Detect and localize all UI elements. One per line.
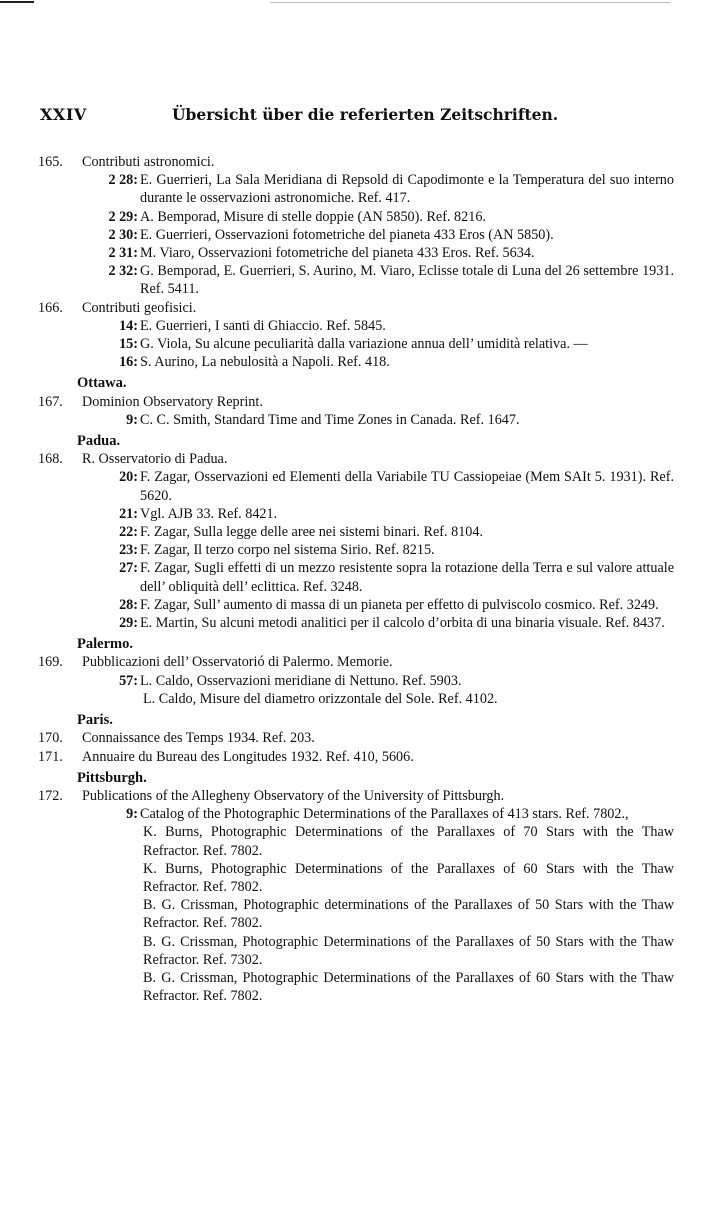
journal-number: 166. <box>38 299 63 316</box>
entry-text: A. Bemporad, Misure di stelle doppie (AN 5850). Ref. 8216. <box>140 208 486 225</box>
entry-number: 9: <box>126 411 138 428</box>
entry-row <box>38 969 674 1005</box>
journal-list <box>38 151 674 1005</box>
entry-row <box>38 226 674 244</box>
entry-number: 16: <box>119 354 138 371</box>
entry-row <box>38 614 674 632</box>
city-section <box>38 432 674 632</box>
top-rule-right <box>270 2 670 3</box>
page-header <box>40 105 680 129</box>
entry-text: L. Caldo, Misure del diametro orizzontale del Sole. Ref. 4102. <box>143 690 498 707</box>
city-heading: Palermo. <box>77 636 133 653</box>
top-rule-left <box>0 1 34 3</box>
entry-row <box>38 244 674 262</box>
city-section <box>38 374 674 429</box>
entry-number: 29: <box>119 615 138 632</box>
entry-row <box>38 690 674 708</box>
journal-title: Annuaire du Bureau des Longitudes 1932. Ref. 410, 5606. <box>82 748 414 765</box>
entry-row <box>38 823 674 859</box>
entry-text: F. Zagar, Il terzo corpo nel sistema Sirio. Ref. 8215. <box>140 542 435 559</box>
entry-text: E. Guerrieri, I santi di Ghiaccio. Ref. 5845. <box>140 317 386 334</box>
city-heading: Pittsburgh. <box>77 769 147 786</box>
journal-number: 165. <box>38 154 63 170</box>
entry-text: B. G. Crissman, Photographic Determinations of the Parallaxes of 60 Stars with the Thaw Refractor. Ref. 7802. <box>143 969 674 1005</box>
entry-number: 28: <box>119 596 138 613</box>
journal-title-row <box>38 729 674 747</box>
journal-title: Pubblicazioni dell’ Osservatorió di Palermo. Memorie. <box>82 654 393 671</box>
entry-text: C. C. Smith, Standard Time and Time Zones in Canada. Ref. 1647. <box>140 411 520 428</box>
entry-number: 23: <box>119 542 138 559</box>
entry-row <box>38 468 674 504</box>
entry-text: Catalog of the Photographic Determinations of the Parallaxes of 413 stars. Ref. 7802., <box>140 806 629 823</box>
entry-number: 2 32: <box>108 263 138 280</box>
journal-title-row <box>38 393 674 411</box>
entry-text: G. Bemporad, E. Guerrieri, S. Aurino, M. Viaro, Eclisse totale di Luna del 26 settembre 1931. Ref. 5411. <box>140 263 674 298</box>
entry-row <box>38 505 674 523</box>
city-section <box>38 153 674 371</box>
entry-number: 22: <box>119 524 138 541</box>
entry-text: F. Zagar, Sulla legge delle aree nei sistemi binari. Ref. 8104. <box>140 524 484 541</box>
journal-title: Contributi astronomici. <box>82 154 215 170</box>
journal-title: Dominion Observatory Reprint. <box>82 393 263 410</box>
city-heading: Paris. <box>77 712 113 729</box>
entry-text: F. Zagar, Sull’ aumento di massa di un pianeta per effetto di pulviscolo cosmico. Ref. 3249. <box>140 596 659 613</box>
journal-number: 171. <box>38 748 63 765</box>
entry-row <box>38 523 674 541</box>
page-number: XXIV <box>40 105 87 124</box>
journal-number: 169. <box>38 654 63 671</box>
entry-text: F. Zagar, Sugli effetti di un mezzo resistente sopra la rotazione della Terra e sul valore attuale dell’ obliquità dell’ eclittica. Ref. 3248. <box>140 560 674 595</box>
journal-title-row <box>38 787 674 805</box>
journal-title: Publications of the Allegheny Observatory of the University of Pittsburgh. <box>82 787 505 804</box>
entry-text: K. Burns, Photographic Determinations of the Parallaxes of 70 Stars with the Thaw Refractor. Ref. 7802. <box>143 824 674 859</box>
journal-number: 168. <box>38 451 63 468</box>
entry-text: B. G. Crissman, Photographic determinations of the Parallaxes of 50 Stars with the Thaw Refractor. Ref. 7802. <box>143 897 674 932</box>
entry-number: 2 30: <box>108 226 138 243</box>
city-section <box>38 635 674 708</box>
city-section <box>38 711 674 766</box>
entry-number: 2 31: <box>108 245 138 262</box>
entry-text: E. Martin, Su alcuni metodi analitici per il calcolo d’orbita di una binaria visuale. Ref. 8437. <box>140 615 665 632</box>
journal-title: Contributi geofisici. <box>82 299 197 316</box>
journal-title-row <box>38 653 674 671</box>
entry-text: K. Burns, Photographic Determinations of the Parallaxes of 60 Stars with the Thaw Refractor. Ref. 7802. <box>143 860 674 895</box>
journal-number: 170. <box>38 730 63 747</box>
entry-number: 9: <box>126 806 138 823</box>
entry-number: 15: <box>119 336 138 353</box>
entry-number: 20: <box>119 469 138 486</box>
entry-row <box>38 596 674 614</box>
journal-title-row <box>38 153 674 171</box>
entry-number: 57: <box>119 672 138 689</box>
journal-title-row <box>38 748 674 766</box>
entry-number: 14: <box>119 317 138 334</box>
entry-text: E. Guerrieri, Osservazioni fotometriche del pianeta 433 Eros (AN 5850). <box>140 226 554 243</box>
journal-title-row <box>38 450 674 468</box>
journal-title: Connaissance des Temps 1934. Ref. 203. <box>82 730 315 747</box>
entry-number: 27: <box>119 560 138 577</box>
journal-number: 172. <box>38 787 63 804</box>
entry-row <box>38 262 674 298</box>
entry-text: G. Viola, Su alcune peculiarità dalla variazione annua dell’ umidità relativa. — <box>140 336 588 353</box>
entry-row <box>38 559 674 595</box>
city-heading: Padua. <box>77 433 121 450</box>
entry-text: F. Zagar, Osservazioni ed Elementi della Variabile TU Cassiopeiae (Mem SAIt 5. 1931). Ref. 5620. <box>140 469 674 504</box>
entry-text: M. Viaro, Osservazioni fotometriche del pianeta 433 Eros. Ref. 5634. <box>140 245 535 262</box>
entry-row <box>38 171 674 207</box>
entry-number: 2 28: <box>108 172 138 189</box>
journal-number: 167. <box>38 393 63 410</box>
entry-row <box>38 335 674 353</box>
journal-title-row <box>38 299 674 317</box>
city-heading: Ottawa. <box>77 375 127 392</box>
entry-text: E. Guerrieri, La Sala Meridiana di Repsold di Capodimonte e la Temperatura del suo interno durante le osservazioni astronomiche. Ref. 417. <box>140 172 674 207</box>
entry-text: B. G. Crissman, Photographic Determinations of the Parallaxes of 50 Stars with the Thaw Refractor. Ref. 7302. <box>143 933 674 968</box>
entry-text: Vgl. AJB 33. Ref. 8421. <box>140 505 278 522</box>
entry-number: 21: <box>119 505 138 522</box>
entry-text: L. Caldo, Osservazioni meridiane di Nettuno. Ref. 5903. <box>140 672 462 689</box>
entry-row <box>38 860 674 896</box>
entry-text: S. Aurino, La nebulosità a Napoli. Ref. 418. <box>140 354 390 371</box>
entry-row <box>38 353 674 371</box>
entry-row <box>38 672 674 690</box>
entry-row <box>38 317 674 335</box>
entry-row <box>38 933 674 969</box>
journal-title: R. Osservatorio di Padua. <box>82 451 228 468</box>
entry-row <box>38 805 674 823</box>
page-title: Übersicht über die referierten Zeitschriften. <box>172 105 559 124</box>
entry-row <box>38 541 674 559</box>
city-section <box>38 769 674 1006</box>
entry-number: 2 29: <box>108 208 138 225</box>
entry-row <box>38 896 674 932</box>
entry-row <box>38 411 674 429</box>
entry-row <box>38 208 674 226</box>
